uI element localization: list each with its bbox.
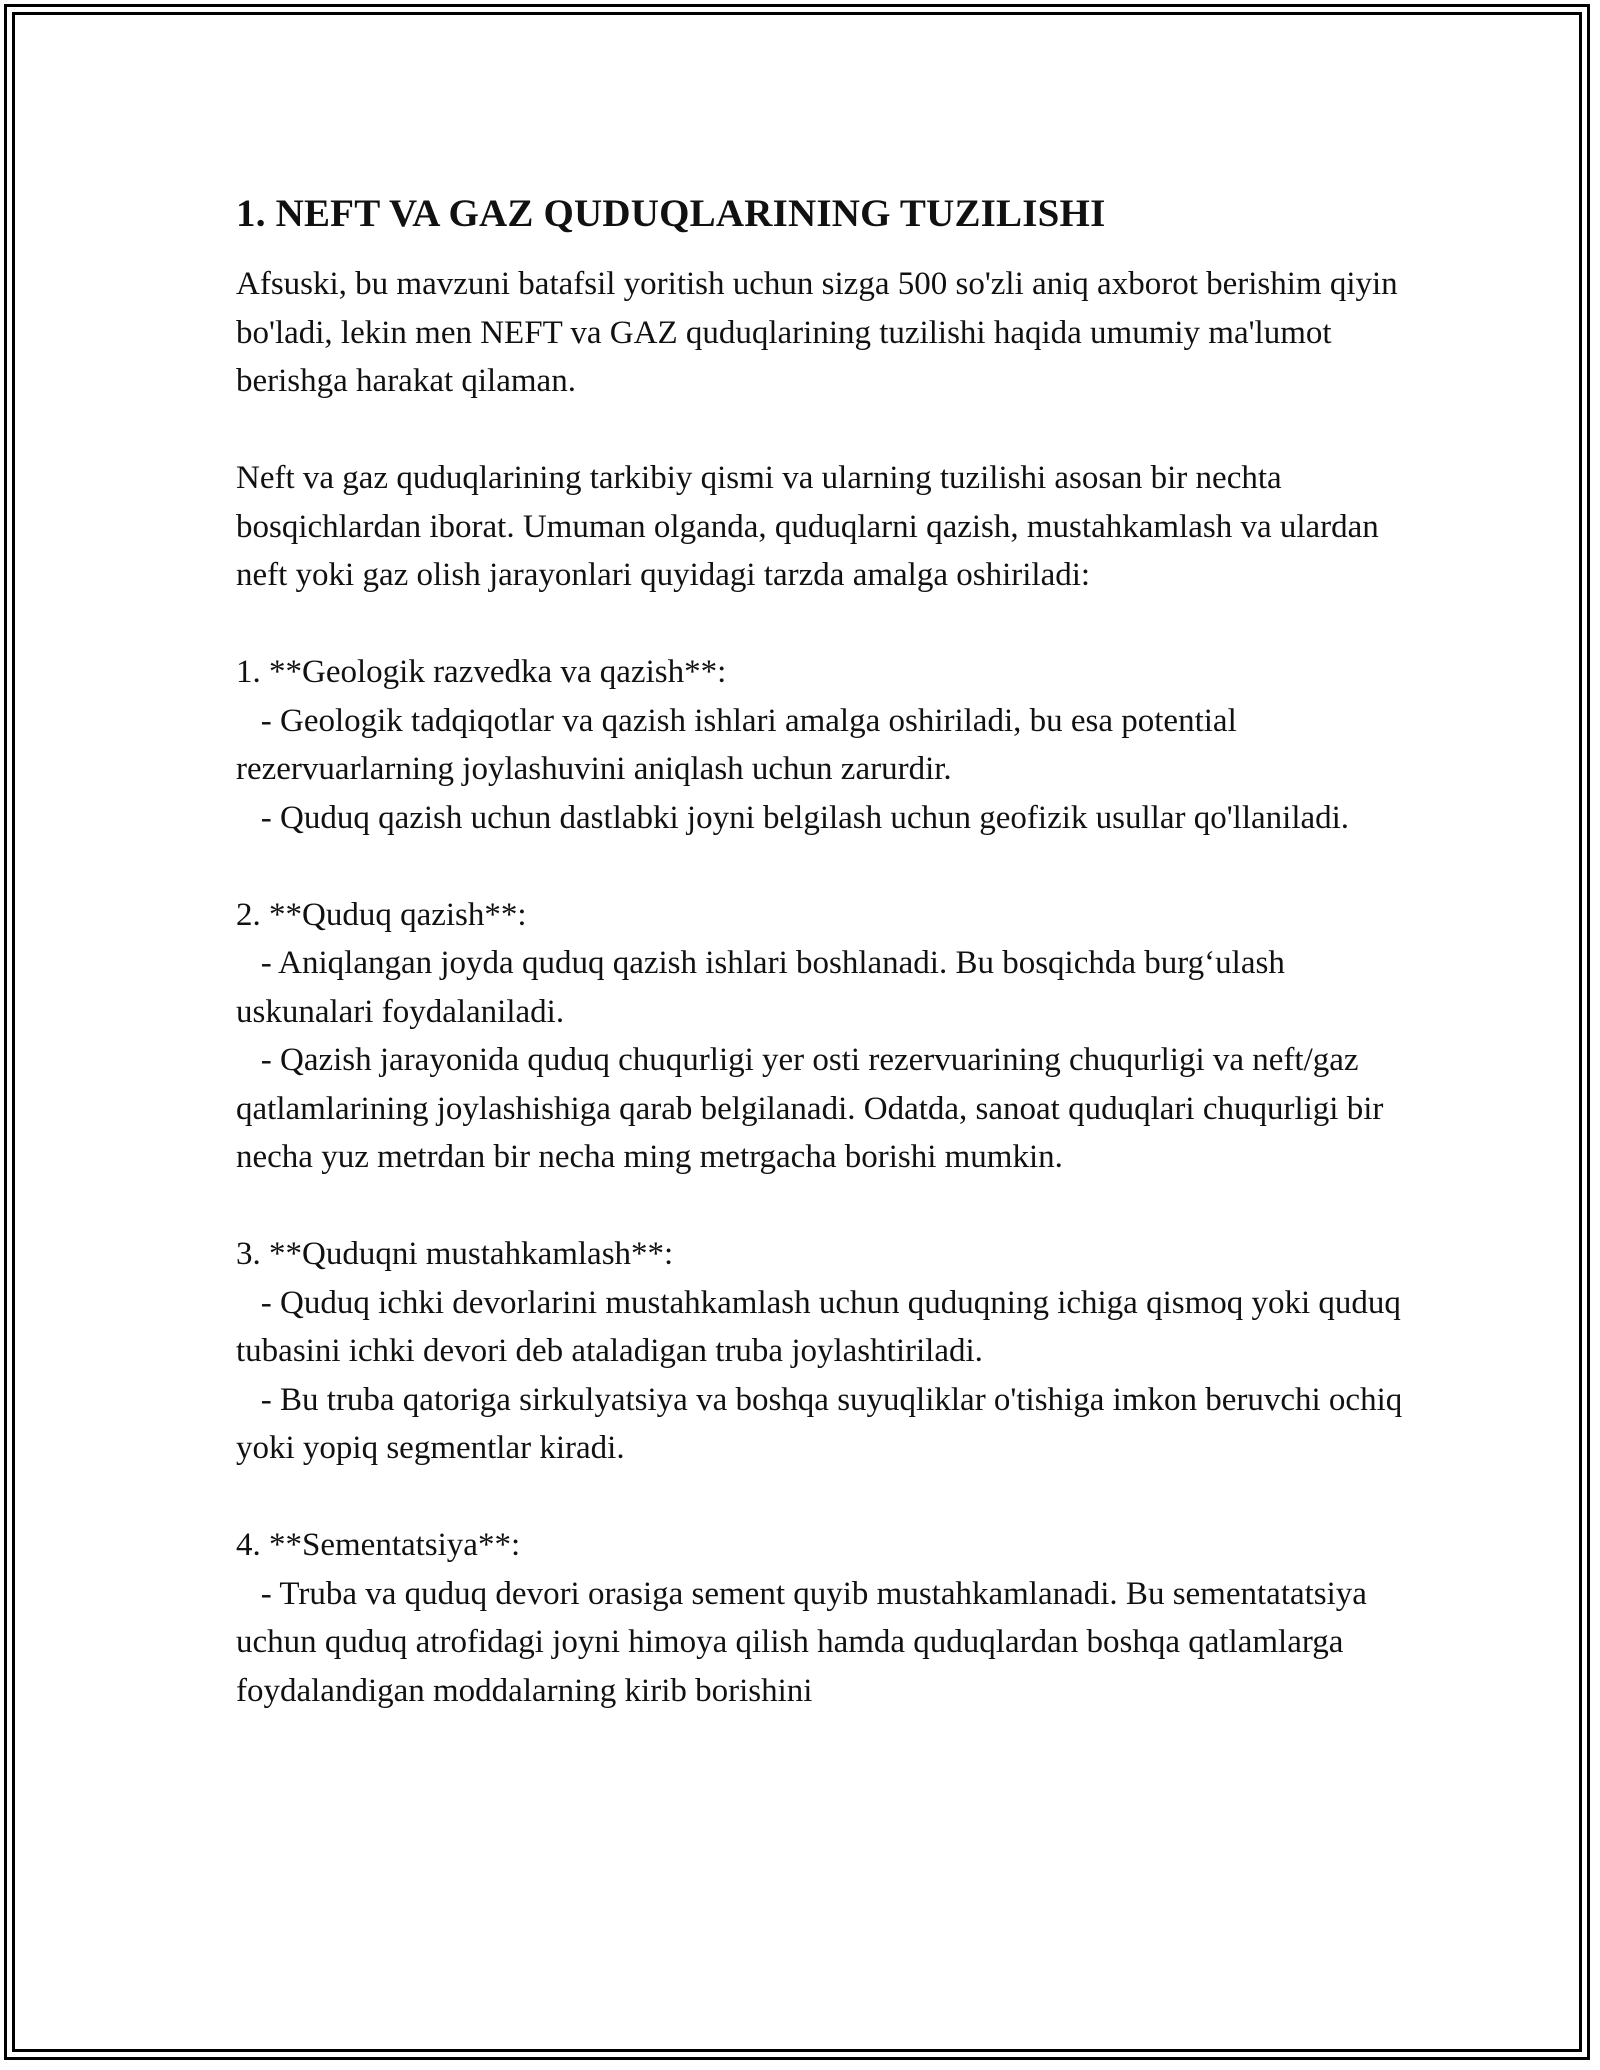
list-item [236, 1376, 1416, 1473]
list-item [236, 794, 1416, 843]
section-quduq-qazish [236, 891, 1416, 1182]
document-title: 1. NEFT VA GAZ QUDUQLARINING TUZILISHI [236, 192, 1106, 235]
list-item-text: - Aniqlangan joyda quduq qazish ishlari boshlanadi. Bu bosqichda burg‘ulash uskunalari foydalaniladi. [236, 945, 1285, 1030]
list-item-text: - Geologik tadqiqotlar va qazish ishlari amalga oshiriladi, bu esa potential rezervuarlarning joylashuvini aniqlash uchun zarurdir. [236, 702, 1237, 787]
list-item-text: - Qazish jarayonida quduq chuqurligi yer osti rezervuarining chuqurligi va neft/gaz qatlamlarining joylashishiga qarab belgilanadi. Odatda, sanoat quduqlari chuqurligi bir necha yuz metrdan bir necha ming metrgacha borishi mumkin. [236, 1042, 1384, 1175]
overview-paragraph: Neft va gaz quduqlarining tarkibiy qismi va ularning tuzilishi asosan bir nechta bosqichlardan iborat. Umuman olganda, quduqlarni qazish, mustahkamlash va ulardan neft yoki gaz olish jarayonlari quyidagi tarzda amalga oshiriladi: [236, 460, 1379, 593]
document-body [236, 186, 1416, 1715]
list-item [236, 1036, 1416, 1182]
list-item [236, 1279, 1416, 1376]
list-item-text: - Bu truba qatoriga sirkulyatsiya va boshqa suyuqliklar o'tishiga imkon beruvchi ochiq yoki yopiq segmentlar kiradi. [236, 1381, 1403, 1466]
list-item-text: - Truba va quduq devori orasiga sement quyib mustahkamlanadi. Bu sementatatsiya uchun quduq atrofidagi joyni himoya qilish hamda quduqlardan boshqa qatlamlarga foydalandigan moddalarning kirib borishini [236, 1575, 1367, 1709]
section-quduqni-mustahkamlash [236, 1230, 1416, 1473]
section-heading: 3. **Quduqni mustahkamlash**: [236, 1236, 674, 1272]
list-item [236, 939, 1416, 1036]
section-geologik-razvedka [236, 648, 1416, 842]
section-sementatsiya [236, 1521, 1416, 1715]
section-heading: 4. **Sementatsiya**: [236, 1527, 521, 1563]
section-heading: 1. **Geologik razvedka va qazish**: [236, 654, 727, 690]
list-item [236, 1570, 1416, 1716]
list-item-text: - Quduq qazish uchun dastlabki joyni belgilash uchun geofizik usullar qo'llaniladi. [260, 799, 1350, 836]
section-heading: 2. **Quduq qazish**: [236, 896, 527, 933]
list-item [236, 697, 1416, 794]
list-item-text: - Quduq ichki devorlarini mustahkamlash uchun quduqning ichiga qismoq yoki quduq tubasini ichki devori deb ataladigan truba joylashtiriladi. [236, 1284, 1401, 1369]
intro-paragraph: Afsuski, bu mavzuni batafsil yoritish uchun sizga 500 so'zli aniq axborot berishim qiyin bo'ladi, lekin men NEFT va GAZ quduqlarining tuzilishi haqida umumiy ma'lumot berishga harakat qilaman. [236, 266, 1398, 399]
